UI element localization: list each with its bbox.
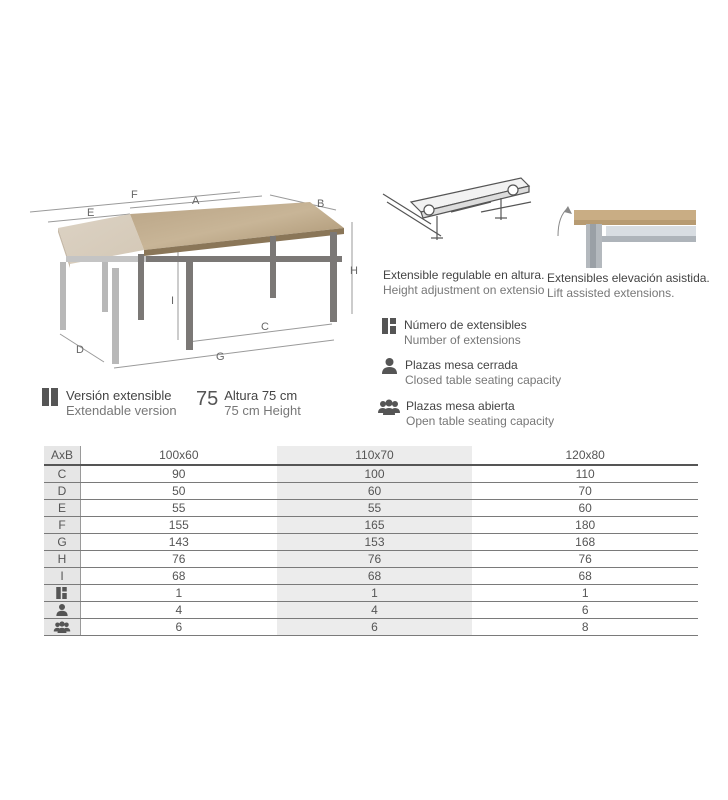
extensible-version-title: Versión extensible bbox=[66, 388, 172, 403]
table-cell: 110 bbox=[472, 465, 698, 483]
table-cell: 1 bbox=[472, 585, 698, 602]
lift-assisted-subtitle: Lift assisted extensions. bbox=[547, 286, 675, 300]
table-cell: 4 bbox=[80, 602, 276, 619]
row-key: D bbox=[44, 483, 80, 500]
table-cell: 1 bbox=[277, 585, 473, 602]
height-adjust-caption bbox=[383, 268, 544, 298]
table-dimension-diagram bbox=[0, 0, 380, 380]
table-row bbox=[44, 619, 698, 636]
row-key: I bbox=[44, 568, 80, 585]
row-key: C bbox=[44, 465, 80, 483]
legend-height bbox=[196, 388, 301, 418]
table-cell: 4 bbox=[277, 602, 473, 619]
table-cell: 168 bbox=[472, 534, 698, 551]
column-header: 100x60 bbox=[80, 446, 276, 465]
dim-label-b: B bbox=[317, 198, 325, 210]
table-row bbox=[44, 534, 698, 551]
open-seating-title: Plazas mesa abierta bbox=[406, 399, 515, 413]
height-subtitle: 75 cm Height bbox=[224, 403, 301, 418]
table-row bbox=[44, 551, 698, 568]
dim-label-g: G bbox=[216, 351, 225, 363]
table-cell: 6 bbox=[277, 619, 473, 636]
closed-seating-icon bbox=[382, 358, 397, 374]
table-cell: 8 bbox=[472, 619, 698, 636]
height-adjustment-mechanism-image bbox=[381, 172, 533, 264]
row-key-open-seating bbox=[44, 619, 80, 636]
table-row bbox=[44, 500, 698, 517]
table-cell: 68 bbox=[472, 568, 698, 585]
dim-label-a: A bbox=[192, 195, 200, 207]
row-key: E bbox=[44, 500, 80, 517]
row-key: G bbox=[44, 534, 80, 551]
open-seating-subtitle: Open table seating capacity bbox=[406, 414, 555, 428]
table-corner-cell: AxB bbox=[44, 446, 80, 465]
extensions-icon bbox=[56, 587, 67, 599]
height-adjust-title: Extensible regulable en altura. bbox=[383, 268, 545, 282]
table-row bbox=[44, 483, 698, 500]
lift-assisted-title: Extensibles elevación asistida. bbox=[547, 271, 710, 285]
legend-open-seating bbox=[378, 399, 554, 429]
dim-label-c: C bbox=[261, 321, 269, 333]
table-cell: 90 bbox=[80, 465, 276, 483]
table-row bbox=[44, 585, 698, 602]
dimensions-table bbox=[44, 446, 698, 636]
table-cell: 155 bbox=[80, 517, 276, 534]
table-cell: 153 bbox=[277, 534, 473, 551]
extensions-title: Número de extensibles bbox=[404, 318, 527, 332]
closed-seating-subtitle: Closed table seating capacity bbox=[405, 373, 562, 387]
height-number: 75 bbox=[196, 388, 219, 410]
table-cell: 68 bbox=[80, 568, 276, 585]
height-title: Altura 75 cm bbox=[224, 388, 298, 403]
legend-extensions bbox=[382, 318, 527, 348]
closed-seating-icon bbox=[56, 604, 68, 616]
dim-label-h: H bbox=[350, 265, 358, 277]
table-row bbox=[44, 602, 698, 619]
lift-assisted-caption bbox=[547, 271, 710, 301]
extensible-version-subtitle: Extendable version bbox=[66, 403, 177, 418]
table-cell: 76 bbox=[80, 551, 276, 568]
table-row bbox=[44, 517, 698, 534]
extensions-subtitle: Number of extensions bbox=[404, 333, 521, 347]
legend-extensible-version bbox=[42, 388, 177, 418]
lift-assisted-extension-image bbox=[546, 196, 698, 268]
closed-seating-title: Plazas mesa cerrada bbox=[405, 358, 518, 372]
legend-closed-seating bbox=[382, 358, 561, 388]
height-adjust-subtitle: Height adjustment on extensio bbox=[383, 283, 545, 297]
dim-label-d: D bbox=[76, 344, 84, 356]
table-cell: 76 bbox=[472, 551, 698, 568]
column-header: 110x70 bbox=[277, 446, 473, 465]
table-cell: 50 bbox=[80, 483, 276, 500]
dim-label-i: I bbox=[171, 295, 175, 307]
row-key: F bbox=[44, 517, 80, 534]
dim-label-e: E bbox=[87, 207, 95, 219]
dim-label-f: F bbox=[131, 189, 138, 201]
extensions-icon bbox=[382, 318, 396, 334]
table-cell: 180 bbox=[472, 517, 698, 534]
table-cell: 55 bbox=[277, 500, 473, 517]
table-cell: 1 bbox=[80, 585, 276, 602]
row-key-closed-seating bbox=[44, 602, 80, 619]
row-key: H bbox=[44, 551, 80, 568]
table-cell: 76 bbox=[277, 551, 473, 568]
table-header-row bbox=[44, 446, 698, 465]
table-cell: 6 bbox=[80, 619, 276, 636]
table-cell: 60 bbox=[277, 483, 473, 500]
table-cell: 68 bbox=[277, 568, 473, 585]
row-key-extensions bbox=[44, 585, 80, 602]
extensible-version-icon bbox=[42, 388, 58, 406]
table-row bbox=[44, 465, 698, 483]
open-seating-icon bbox=[53, 621, 71, 633]
table-cell: 60 bbox=[472, 500, 698, 517]
open-seating-icon bbox=[378, 399, 400, 415]
table-cell: 100 bbox=[277, 465, 473, 483]
column-header: 120x80 bbox=[472, 446, 698, 465]
table-row bbox=[44, 568, 698, 585]
table-cell: 143 bbox=[80, 534, 276, 551]
table-cell: 70 bbox=[472, 483, 698, 500]
table-cell: 6 bbox=[472, 602, 698, 619]
table-cell: 165 bbox=[277, 517, 473, 534]
table-cell: 55 bbox=[80, 500, 276, 517]
